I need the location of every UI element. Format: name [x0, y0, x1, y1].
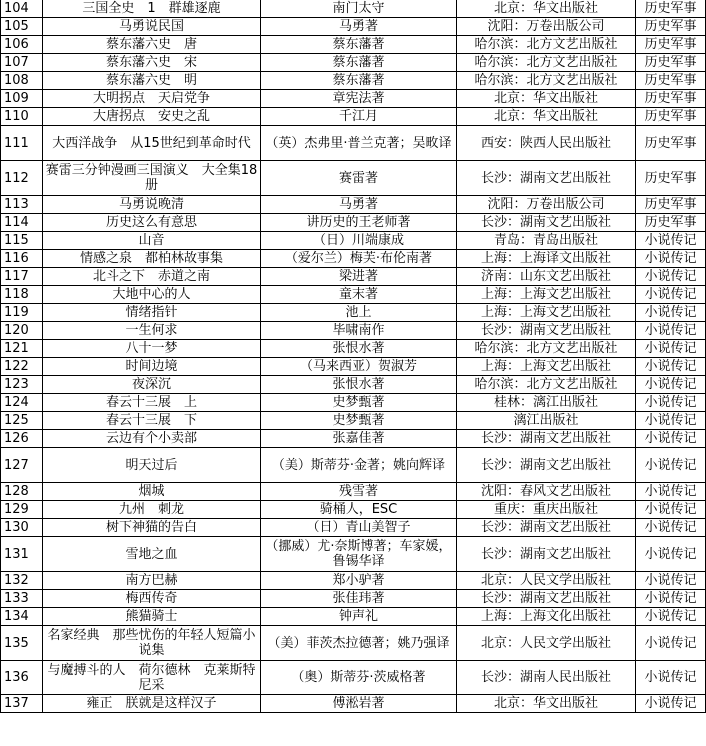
category-cell: 小说传记: [636, 304, 706, 322]
author-cell: 马勇著: [261, 196, 457, 214]
author-cell: 傅淞岩著: [261, 695, 457, 713]
publisher-cell: 上海：上海文艺出版社: [457, 358, 636, 376]
publisher-cell: 上海：上海文化出版社: [457, 608, 636, 626]
title-cell: 大西洋战争 从15世纪到革命时代: [43, 126, 261, 161]
author-cell: 张嘉佳著: [261, 430, 457, 448]
category-cell: 小说传记: [636, 572, 706, 590]
publisher-cell: 济南：山东文艺出版社: [457, 268, 636, 286]
row-number-cell: 117: [1, 268, 43, 286]
title-cell: 山音: [43, 232, 261, 250]
title-cell: 梅西传奇: [43, 590, 261, 608]
category-cell: 历史军事: [636, 196, 706, 214]
category-cell: 历史军事: [636, 72, 706, 90]
table-row: [1, 572, 706, 590]
category-cell: 小说传记: [636, 358, 706, 376]
author-cell: 梁进著: [261, 268, 457, 286]
author-cell: （日）川端康成: [261, 232, 457, 250]
title-cell: 九州 刺龙: [43, 501, 261, 519]
category-cell: 小说传记: [636, 661, 706, 695]
row-number-cell: 114: [1, 214, 43, 232]
author-cell: （挪威）尤·奈斯博著；车家媛，鲁锡华译: [261, 537, 457, 572]
row-number-cell: 110: [1, 108, 43, 126]
author-cell: 讲历史的王老师著: [261, 214, 457, 232]
row-number-cell: 122: [1, 358, 43, 376]
table-row: [1, 214, 706, 232]
table-row: [1, 322, 706, 340]
publisher-cell: 长沙：湖南文艺出版社: [457, 430, 636, 448]
publisher-cell: 哈尔滨：北方文艺出版社: [457, 376, 636, 394]
title-cell: 夜深沉: [43, 376, 261, 394]
row-number-cell: 123: [1, 376, 43, 394]
table-row: [1, 286, 706, 304]
row-number-cell: 104: [1, 0, 43, 18]
title-cell: 一生何求: [43, 322, 261, 340]
category-cell: 小说传记: [636, 430, 706, 448]
author-cell: （马来西亚）贺淑芳: [261, 358, 457, 376]
category-cell: 小说传记: [636, 376, 706, 394]
category-cell: 小说传记: [636, 626, 706, 661]
publisher-cell: 长沙：湖南文艺出版社: [457, 214, 636, 232]
category-cell: 历史军事: [636, 126, 706, 161]
row-number-cell: 106: [1, 36, 43, 54]
table-row: [1, 72, 706, 90]
table-row: [1, 501, 706, 519]
author-cell: （美）菲茨杰拉德著；姚乃强译: [261, 626, 457, 661]
publisher-cell: 沈阳：万卷出版公司: [457, 196, 636, 214]
category-cell: 小说传记: [636, 286, 706, 304]
author-cell: 张佳玮著: [261, 590, 457, 608]
title-cell: 烟城: [43, 483, 261, 501]
category-cell: 小说传记: [636, 608, 706, 626]
title-cell: 云边有个小卖部: [43, 430, 261, 448]
publisher-cell: 哈尔滨：北方文艺出版社: [457, 340, 636, 358]
publisher-cell: 青岛：青岛出版社: [457, 232, 636, 250]
title-cell: 熊猫骑士: [43, 608, 261, 626]
category-cell: 历史军事: [636, 161, 706, 196]
row-number-cell: 128: [1, 483, 43, 501]
title-cell: 春云十三展 下: [43, 412, 261, 430]
author-cell: 残雪著: [261, 483, 457, 501]
category-cell: 小说传记: [636, 537, 706, 572]
row-number-cell: 127: [1, 448, 43, 483]
row-number-cell: 136: [1, 661, 43, 695]
publisher-cell: 上海：上海文艺出版社: [457, 286, 636, 304]
title-cell: 蔡东藩六史 明: [43, 72, 261, 90]
author-cell: 史梦甄著: [261, 394, 457, 412]
category-cell: 历史军事: [636, 0, 706, 18]
category-cell: 小说传记: [636, 322, 706, 340]
publisher-cell: 北京：人民文学出版社: [457, 626, 636, 661]
row-number-cell: 135: [1, 626, 43, 661]
category-cell: 小说传记: [636, 448, 706, 483]
publisher-cell: 上海：上海文艺出版社: [457, 304, 636, 322]
row-number-cell: 115: [1, 232, 43, 250]
author-cell: 张恨水著: [261, 340, 457, 358]
author-cell: （日）青山美智子: [261, 519, 457, 537]
author-cell: 骑桶人，ESC: [261, 501, 457, 519]
table-row: [1, 483, 706, 501]
table-row: [1, 537, 706, 572]
publisher-cell: 桂林：漓江出版社: [457, 394, 636, 412]
author-cell: 马勇著: [261, 18, 457, 36]
category-cell: 小说传记: [636, 232, 706, 250]
category-cell: 小说传记: [636, 340, 706, 358]
row-number-cell: 131: [1, 537, 43, 572]
table-row: [1, 430, 706, 448]
table-row: [1, 232, 706, 250]
publisher-cell: 长沙：湖南文艺出版社: [457, 161, 636, 196]
category-cell: 小说传记: [636, 483, 706, 501]
author-cell: 赛雷著: [261, 161, 457, 196]
table-row: [1, 268, 706, 286]
table-row: [1, 196, 706, 214]
author-cell: 童末著: [261, 286, 457, 304]
publisher-cell: 长沙：湖南文艺出版社: [457, 537, 636, 572]
table-row: [1, 590, 706, 608]
row-number-cell: 113: [1, 196, 43, 214]
table-row: [1, 608, 706, 626]
row-number-cell: 130: [1, 519, 43, 537]
title-cell: 三国全史 1 群雄逐鹿: [43, 0, 261, 18]
author-cell: 钟声礼: [261, 608, 457, 626]
row-number-cell: 120: [1, 322, 43, 340]
row-number-cell: 118: [1, 286, 43, 304]
title-cell: 马勇说晚清: [43, 196, 261, 214]
row-number-cell: 112: [1, 161, 43, 196]
row-number-cell: 105: [1, 18, 43, 36]
title-cell: 八十一梦: [43, 340, 261, 358]
table-row: [1, 161, 706, 196]
title-cell: 时间边境: [43, 358, 261, 376]
author-cell: （英）杰弗里·普兰克著；吴畋译: [261, 126, 457, 161]
author-cell: 蔡东藩著: [261, 54, 457, 72]
row-number-cell: 126: [1, 430, 43, 448]
author-cell: 池上: [261, 304, 457, 322]
title-cell: 马勇说民国: [43, 18, 261, 36]
table-row: [1, 108, 706, 126]
table-row: [1, 18, 706, 36]
author-cell: 蔡东藩著: [261, 36, 457, 54]
row-number-cell: 132: [1, 572, 43, 590]
title-cell: 大地中心的人: [43, 286, 261, 304]
publisher-cell: 长沙：湖南人民出版社: [457, 661, 636, 695]
table-row: [1, 519, 706, 537]
publisher-cell: 西安：陕西人民出版社: [457, 126, 636, 161]
title-cell: 情感之泉 都柏林故事集: [43, 250, 261, 268]
table-row: [1, 0, 706, 18]
publisher-cell: 沈阳：万卷出版公司: [457, 18, 636, 36]
author-cell: 郑小驴著: [261, 572, 457, 590]
category-cell: 历史军事: [636, 36, 706, 54]
row-number-cell: 116: [1, 250, 43, 268]
title-cell: 大明拐点 天启党争: [43, 90, 261, 108]
table-row: [1, 412, 706, 430]
author-cell: 南门太守: [261, 0, 457, 18]
publisher-cell: 沈阳：春风文艺出版社: [457, 483, 636, 501]
publisher-cell: 北京：华文出版社: [457, 695, 636, 713]
row-number-cell: 137: [1, 695, 43, 713]
title-cell: 明天过后: [43, 448, 261, 483]
title-cell: 历史这么有意思: [43, 214, 261, 232]
title-cell: 南方巴赫: [43, 572, 261, 590]
category-cell: 历史军事: [636, 54, 706, 72]
title-cell: 情绪指针: [43, 304, 261, 322]
title-cell: 蔡东藩六史 唐: [43, 36, 261, 54]
category-cell: 历史军事: [636, 90, 706, 108]
title-cell: 大唐拐点 安史之乱: [43, 108, 261, 126]
title-cell: 北斗之下 赤道之南: [43, 268, 261, 286]
row-number-cell: 124: [1, 394, 43, 412]
category-cell: 小说传记: [636, 695, 706, 713]
category-cell: 小说传记: [636, 394, 706, 412]
row-number-cell: 119: [1, 304, 43, 322]
title-cell: 蔡东藩六史 宋: [43, 54, 261, 72]
category-cell: 历史军事: [636, 108, 706, 126]
table-row: [1, 36, 706, 54]
author-cell: 史梦甄著: [261, 412, 457, 430]
table-row: [1, 54, 706, 72]
publisher-cell: 重庆：重庆出版社: [457, 501, 636, 519]
table-row: [1, 626, 706, 661]
author-cell: （美）斯蒂芬·金著；姚向辉译: [261, 448, 457, 483]
table-row: [1, 304, 706, 322]
title-cell: 名家经典 那些忧伤的年轻人短篇小说集: [43, 626, 261, 661]
book-list-body: [1, 0, 706, 713]
category-cell: 小说传记: [636, 590, 706, 608]
publisher-cell: 长沙：湖南文艺出版社: [457, 519, 636, 537]
row-number-cell: 129: [1, 501, 43, 519]
author-cell: 蔡东藩著: [261, 72, 457, 90]
row-number-cell: 133: [1, 590, 43, 608]
publisher-cell: 哈尔滨：北方文艺出版社: [457, 36, 636, 54]
author-cell: （奥）斯蒂芬·茨威格著: [261, 661, 457, 695]
title-cell: 树下神猫的告白: [43, 519, 261, 537]
publisher-cell: 北京：华文出版社: [457, 108, 636, 126]
table-row: [1, 126, 706, 161]
table-row: [1, 695, 706, 713]
row-number-cell: 134: [1, 608, 43, 626]
table-row: [1, 90, 706, 108]
title-cell: 赛雷三分钟漫画三国演义 大全集18册: [43, 161, 261, 196]
category-cell: 小说传记: [636, 412, 706, 430]
row-number-cell: 125: [1, 412, 43, 430]
publisher-cell: 北京：华文出版社: [457, 90, 636, 108]
publisher-cell: 漓江出版社: [457, 412, 636, 430]
publisher-cell: 哈尔滨：北方文艺出版社: [457, 54, 636, 72]
author-cell: 毕啸南作: [261, 322, 457, 340]
table-row: [1, 661, 706, 695]
table-row: [1, 358, 706, 376]
title-cell: 雍正 朕就是这样汉子: [43, 695, 261, 713]
author-cell: 张恨水著: [261, 376, 457, 394]
publisher-cell: 上海：上海译文出版社: [457, 250, 636, 268]
publisher-cell: 北京：华文出版社: [457, 0, 636, 18]
table-row: [1, 340, 706, 358]
row-number-cell: 107: [1, 54, 43, 72]
row-number-cell: 121: [1, 340, 43, 358]
row-number-cell: 109: [1, 90, 43, 108]
category-cell: 小说传记: [636, 250, 706, 268]
author-cell: 章宪法著: [261, 90, 457, 108]
row-number-cell: 111: [1, 126, 43, 161]
table-row: [1, 250, 706, 268]
category-cell: 历史军事: [636, 18, 706, 36]
row-number-cell: 108: [1, 72, 43, 90]
table-row: [1, 394, 706, 412]
category-cell: 小说传记: [636, 268, 706, 286]
category-cell: 小说传记: [636, 501, 706, 519]
category-cell: 小说传记: [636, 519, 706, 537]
publisher-cell: 哈尔滨：北方文艺出版社: [457, 72, 636, 90]
title-cell: 与魔搏斗的人 荷尔德林 克莱斯特 尼采: [43, 661, 261, 695]
author-cell: （爱尔兰）梅芙·布伦南著: [261, 250, 457, 268]
title-cell: 春云十三展 上: [43, 394, 261, 412]
table-row: [1, 376, 706, 394]
publisher-cell: 长沙：湖南文艺出版社: [457, 322, 636, 340]
table-row: [1, 448, 706, 483]
author-cell: 千江月: [261, 108, 457, 126]
publisher-cell: 长沙：湖南文艺出版社: [457, 590, 636, 608]
title-cell: 雪地之血: [43, 537, 261, 572]
publisher-cell: 长沙：湖南文艺出版社: [457, 448, 636, 483]
category-cell: 历史军事: [636, 214, 706, 232]
publisher-cell: 北京：人民文学出版社: [457, 572, 636, 590]
